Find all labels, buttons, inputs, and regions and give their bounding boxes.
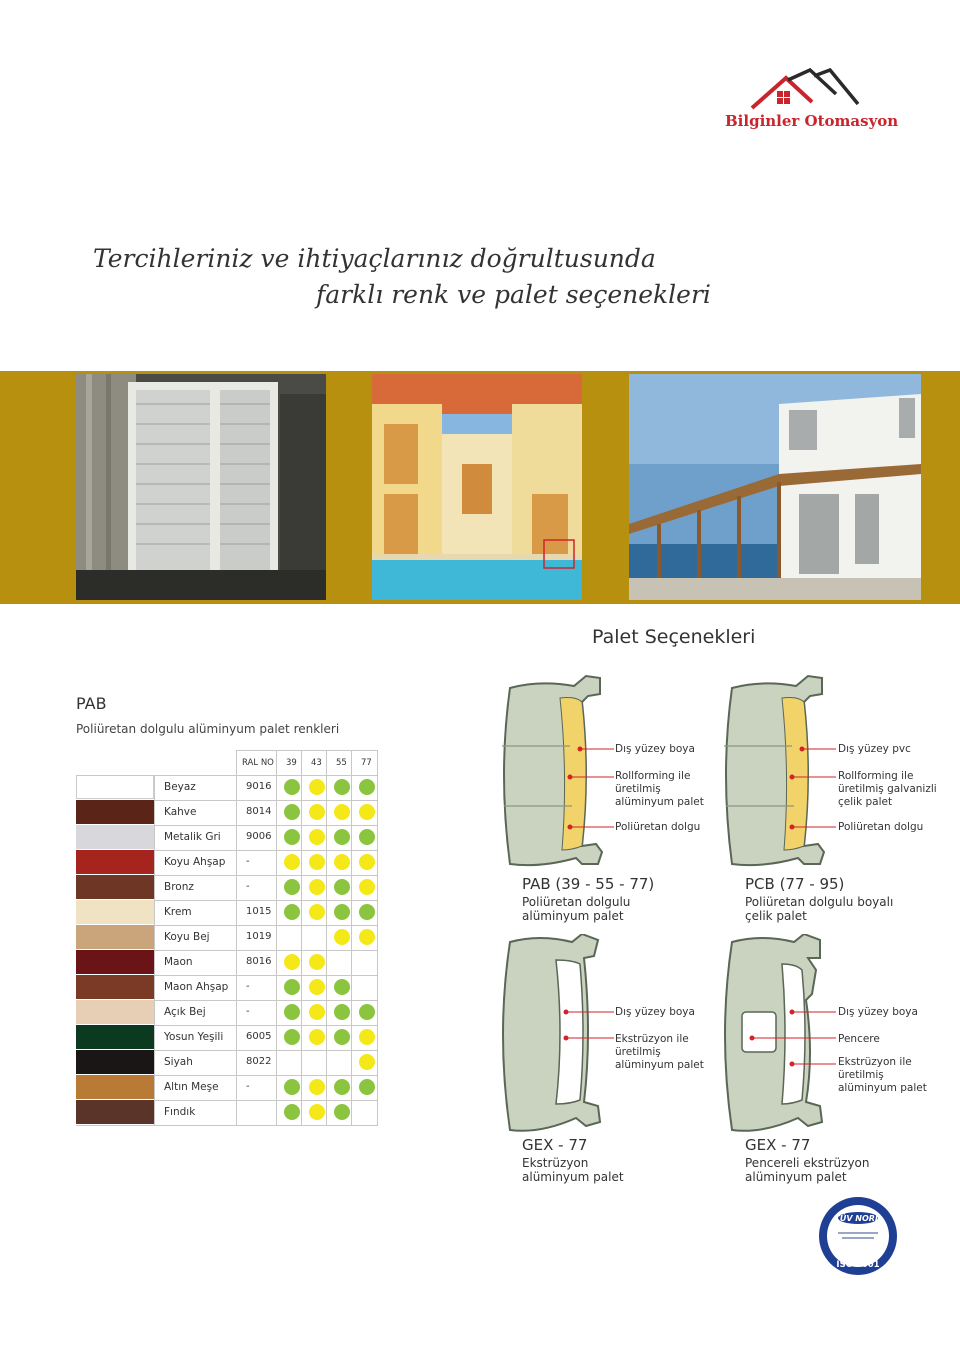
pab-label-foam: Poliüretan dolgu <box>615 821 701 833</box>
color-name: Yosun Yeşili <box>164 1031 224 1043</box>
brand-name: Bilginler Otomasyon <box>725 112 899 130</box>
availability-dot-yellow <box>334 929 350 945</box>
availability-dot-yellow <box>309 1004 325 1020</box>
color-name: Koyu Bej <box>164 931 210 943</box>
header-size: 77 <box>361 758 372 768</box>
availability-dot-yellow <box>309 954 325 970</box>
ral-code: 6005 <box>246 1031 272 1042</box>
ral-code: 8014 <box>246 806 272 817</box>
availability-dot-green <box>334 1029 350 1045</box>
color-name: Maon <box>164 956 193 968</box>
availability-dot-green <box>284 1004 300 1020</box>
color-name: Beyaz <box>164 781 196 793</box>
pab-profile-desc: Poliüretan dolgulu alüminyum palet <box>522 895 631 923</box>
ral-code: 8022 <box>246 1056 272 1067</box>
table-gridline <box>326 750 327 1125</box>
color-swatch <box>76 925 154 949</box>
table-row <box>76 850 378 876</box>
availability-dot-green <box>359 1004 375 1020</box>
table-row <box>76 1075 378 1101</box>
table-row <box>76 775 378 801</box>
color-name: Açık Bej <box>164 1006 206 1018</box>
gexw-profile-desc: Pencereli ekstrüzyon alüminyum palet <box>745 1156 870 1184</box>
ral-code: 8016 <box>246 956 272 967</box>
availability-dot-green <box>284 1104 300 1120</box>
availability-dot-green <box>284 829 300 845</box>
table-gridline <box>236 750 237 1125</box>
color-name: Krem <box>164 906 192 918</box>
table-row <box>76 1000 378 1026</box>
availability-dot-yellow <box>359 1029 375 1045</box>
availability-dot-yellow <box>309 879 325 895</box>
availability-dot-green <box>334 1104 350 1120</box>
availability-dot-green <box>359 904 375 920</box>
color-swatch <box>76 1025 154 1049</box>
gexw-label-window: Pencere <box>838 1033 880 1045</box>
table-gridline <box>154 775 155 1125</box>
ral-code: 1019 <box>246 931 272 942</box>
table-row <box>76 900 378 926</box>
color-swatch <box>76 850 154 874</box>
availability-dot-yellow <box>309 979 325 995</box>
color-name: Bronz <box>164 881 194 893</box>
pcb-label-outer: Dış yüzey pvc <box>838 743 911 755</box>
color-swatch <box>76 1075 154 1099</box>
ral-code: - <box>246 1006 250 1017</box>
color-swatch <box>76 825 154 849</box>
availability-dot-green <box>334 879 350 895</box>
gexw-label-extrusion: Ekstrüzyon ile üretilmiş alüminyum palet <box>838 1056 927 1094</box>
table-gridline <box>301 750 302 1125</box>
ral-code: 9016 <box>246 781 272 792</box>
header-size: 55 <box>336 758 347 768</box>
table-row <box>76 800 378 826</box>
gex-window-profile-icon <box>712 934 942 1134</box>
availability-dot-green <box>359 1079 375 1095</box>
availability-dot-green <box>359 779 375 795</box>
color-name: Maon Ahşap <box>164 981 229 993</box>
availability-dot-green <box>284 1079 300 1095</box>
availability-dot-green <box>284 1029 300 1045</box>
table-row <box>76 925 378 951</box>
availability-dot-green <box>284 879 300 895</box>
ral-code: - <box>246 981 250 992</box>
availability-dot-yellow <box>309 904 325 920</box>
header-size: 43 <box>311 758 322 768</box>
pcb-label-foam: Poliüretan dolgu <box>838 821 924 833</box>
headline-line-2: farklı renk ve palet seçenekleri <box>316 280 711 309</box>
availability-dot-yellow <box>359 929 375 945</box>
pab-title: PAB <box>76 694 107 713</box>
color-swatch <box>76 1100 154 1124</box>
availability-dot-yellow <box>359 854 375 870</box>
table-row <box>76 1050 378 1076</box>
availability-dot-green <box>334 1004 350 1020</box>
availability-dot-green <box>284 979 300 995</box>
ral-code: 1015 <box>246 906 272 917</box>
color-swatch <box>76 800 154 824</box>
tuv-seal-bottom: ISO 9001 <box>836 1260 880 1270</box>
availability-dot-yellow <box>309 829 325 845</box>
ral-code: 9006 <box>246 831 272 842</box>
gex-label-extrusion: Ekstrüzyon ile üretilmiş alüminyum palet <box>615 1033 704 1071</box>
table-row <box>76 975 378 1001</box>
availability-dot-green <box>334 829 350 845</box>
gexw-profile-title: GEX - 77 <box>745 1136 811 1154</box>
availability-dot-yellow <box>284 954 300 970</box>
pab-label-rollforming: Rollforming ile üretilmiş alüminyum palet <box>615 770 704 808</box>
availability-dot-green <box>359 829 375 845</box>
availability-dot-green <box>334 779 350 795</box>
availability-dot-yellow <box>334 804 350 820</box>
availability-dot-yellow <box>359 879 375 895</box>
brand-logo <box>718 68 898 138</box>
pcb-profile-desc: Poliüretan dolgulu boyalı çelik palet <box>745 895 894 923</box>
availability-dot-yellow <box>309 1079 325 1095</box>
pab-subtitle: Poliüretan dolgulu alüminyum palet renkleri <box>76 722 340 736</box>
availability-dot-green <box>284 779 300 795</box>
availability-dot-yellow <box>309 779 325 795</box>
gexw-label-outer: Dış yüzey boya <box>838 1006 918 1018</box>
availability-dot-yellow <box>309 1104 325 1120</box>
color-swatch <box>76 875 154 899</box>
color-name: Fındık <box>164 1106 196 1118</box>
availability-dot-yellow <box>359 804 375 820</box>
photo-courtyard-pool <box>372 374 582 600</box>
availability-dot-green <box>334 904 350 920</box>
availability-dot-yellow <box>309 1029 325 1045</box>
photo-house-pergola <box>629 374 921 600</box>
table-row <box>76 950 378 976</box>
color-name: Siyah <box>164 1056 193 1068</box>
gex-profile-desc: Ekstrüzyon alüminyum palet <box>522 1156 624 1184</box>
photo-interior-shutter <box>76 374 326 600</box>
table-header <box>236 750 378 776</box>
pab-profile-title: PAB (39 - 55 - 77) <box>522 875 655 893</box>
color-swatch <box>76 1050 154 1074</box>
availability-dot-yellow <box>309 804 325 820</box>
table-gridline <box>236 750 378 751</box>
availability-dot-yellow <box>309 854 325 870</box>
table-gridline <box>76 775 378 776</box>
availability-dot-yellow <box>284 854 300 870</box>
color-swatch <box>76 900 154 924</box>
table-row <box>76 1025 378 1051</box>
color-name: Metalik Gri <box>164 831 221 843</box>
house-roof-icon <box>718 68 898 114</box>
gex-profile-title: GEX - 77 <box>522 1136 588 1154</box>
ral-code: - <box>246 1081 250 1092</box>
color-name: Koyu Ahşap <box>164 856 226 868</box>
availability-dot-green <box>334 1079 350 1095</box>
ral-code: - <box>246 856 250 867</box>
tuv-seal-top: TÜV NORD <box>834 1214 882 1223</box>
pab-label-outer: Dış yüzey boya <box>615 743 695 755</box>
color-name: Kahve <box>164 806 197 818</box>
color-name: Altın Meşe <box>164 1081 219 1093</box>
table-row <box>76 875 378 901</box>
table-row <box>76 1100 378 1126</box>
headline-line-1: Tercihleriniz ve ihtiyaçlarınız doğrultusunda <box>93 244 656 273</box>
table-gridline <box>276 750 277 1125</box>
table-gridline <box>351 750 352 1125</box>
header-size: 39 <box>286 758 297 768</box>
color-swatch <box>76 1000 154 1024</box>
header-ral: RAL NO <box>242 758 274 768</box>
ral-code: - <box>246 881 250 892</box>
table-gridline <box>377 750 378 1125</box>
gex-label-outer: Dış yüzey boya <box>615 1006 695 1018</box>
availability-dot-green <box>284 904 300 920</box>
availability-dot-green <box>334 979 350 995</box>
tuv-nord-iso-seal <box>818 1196 898 1276</box>
availability-dot-yellow <box>359 1054 375 1070</box>
table-row <box>76 825 378 851</box>
palet-section-title: Palet Seçenekleri <box>592 626 756 648</box>
availability-dot-green <box>284 804 300 820</box>
color-swatch <box>76 975 154 999</box>
color-swatch <box>76 950 154 974</box>
pcb-label-rollforming: Rollforming ile üretilmiş galvanizli çelik palet <box>838 770 937 808</box>
color-swatch <box>76 775 154 799</box>
pcb-profile-title: PCB (77 - 95) <box>745 875 845 893</box>
availability-dot-yellow <box>334 854 350 870</box>
